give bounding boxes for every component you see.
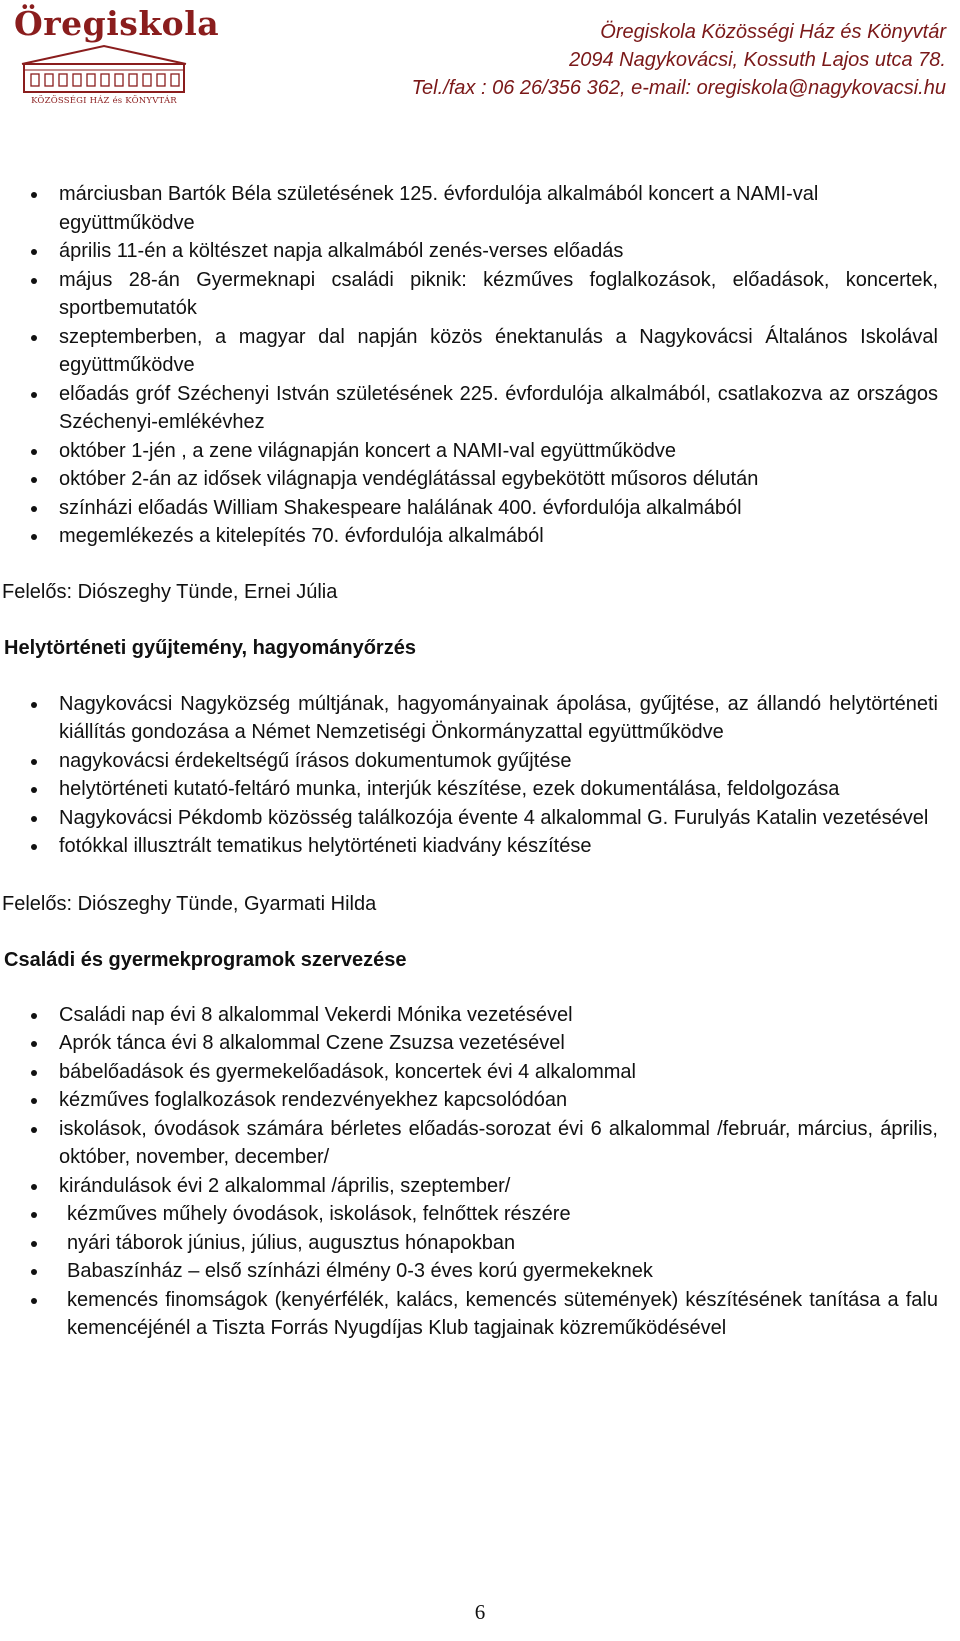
org-name: Öregiskola Közösségi Ház és Könyvtár	[600, 21, 946, 43]
list-item: Babaszínház – első színházi élmény 0-3 éves korú gyermekeknek	[0, 1257, 960, 1286]
list-item: május 28-án Gyermeknapi családi piknik: kézműves foglalkozások, előadások, koncertek, sportbemutatók	[0, 266, 960, 323]
list-item: nyári táborok június, július, augusztus hónapokban	[0, 1229, 960, 1258]
list-item: iskolások, óvodások számára bérletes előadás-sorozat évi 6 alkalommal /február, március, április, október, november, december/	[0, 1115, 960, 1172]
family-programs-list	[0, 1001, 960, 1343]
page-header	[0, 0, 960, 120]
list-item: kézműves foglalkozások rendezvényekhez kapcsolódóan	[0, 1086, 960, 1115]
list-item: fotókkal illusztrált tematikus helytörténeti kiadvány készítése	[0, 832, 960, 861]
list-item: október 1-jén , a zene világnapján koncert a NAMI-val együttműködve	[0, 437, 960, 466]
list-item: Nagykovácsi Pékdomb közösség találkozója évente 4 alkalommal G. Furulyás Katalin vezetésével	[0, 804, 960, 833]
list-item: április 11-én a költészet napja alkalmából zenés-verses előadás	[0, 237, 960, 266]
list-item: Családi nap évi 8 alkalommal Vekerdi Mónika vezetésével	[0, 1001, 960, 1030]
org-address: 2094 Nagykovácsi, Kossuth Lajos utca 78.	[569, 49, 946, 71]
list-item: nagykovácsi érdekeltségű írásos dokumentumok gyűjtése	[0, 747, 960, 776]
list-item: megemlékezés a kitelepítés 70. évfordulója alkalmából	[0, 522, 960, 551]
list-item: kemencés finomságok (kenyérfélék, kalács, kemencés sütemények) készítésének tanítása a falu kemencéjénél a Tiszta Forrás Nyugdíjas Klub tagjainak közreműködésével	[0, 1286, 960, 1343]
list-item: előadás gróf Széchenyi István születésének 225. évfordulója alkalmából, csatlakozva az országos Széchenyi-emlékévhez	[0, 380, 960, 437]
logo	[14, 4, 220, 116]
responsible-persons: Felelős: Diószeghy Tünde, Gyarmati Hilda	[2, 892, 377, 915]
building-icon	[14, 40, 194, 96]
local-history-list	[0, 690, 960, 861]
page-content	[0, 180, 960, 1343]
list-item: márciusban Bartók Béla születésének 125. évfordulója alkalmából koncert a NAMI-val együttműködve	[0, 180, 960, 237]
list-item: kézműves műhely óvodások, iskolások, felnőttek részére	[0, 1200, 960, 1229]
logo-subtitle: KÖZÖSSÉGI HÁZ és KÖNYVTÁR	[31, 96, 177, 106]
list-item: kirándulások évi 2 alkalommal /április, szeptember/	[0, 1172, 960, 1201]
events-list	[0, 180, 960, 551]
list-item: szeptemberben, a magyar dal napján közös énektanulás a Nagykovácsi Általános Iskolával együttműködve	[0, 323, 960, 380]
header-contact-block	[412, 18, 946, 102]
section-title: Családi és gyermekprogramok szervezése	[4, 948, 407, 971]
list-item: bábelőadások és gyermekelőadások, koncertek évi 4 alkalommal	[0, 1058, 960, 1087]
responsible-persons: Felelős: Diószeghy Tünde, Ernei Júlia	[2, 580, 338, 603]
list-item: színházi előadás William Shakespeare halálának 400. évfordulója alkalmából	[0, 494, 960, 523]
page-number: 6	[474, 1600, 486, 1624]
logo-title: Öregiskola	[14, 4, 220, 43]
org-contact: Tel./fax : 06 26/356 362, e-mail: oregiskola@nagykovacsi.hu	[411, 77, 946, 99]
list-item: helytörténeti kutató-feltáró munka, interjúk készítése, ezek dokumentálása, feldolgozása	[0, 775, 960, 804]
list-item: Nagykovácsi Nagyközség múltjának, hagyományainak ápolása, gyűjtése, az állandó helytörténeti kiállítás gondozása a Német Nemzetiségi Önkormányzattal együttműködve	[0, 690, 960, 747]
list-item: október 2-án az idősek világnapja vendéglátással egybekötött műsoros délután	[0, 465, 960, 494]
list-item: Aprók tánca évi 8 alkalommal Czene Zsuzsa vezetésével	[0, 1029, 960, 1058]
section-title: Helytörténeti gyűjtemény, hagyományőrzés	[4, 636, 416, 659]
